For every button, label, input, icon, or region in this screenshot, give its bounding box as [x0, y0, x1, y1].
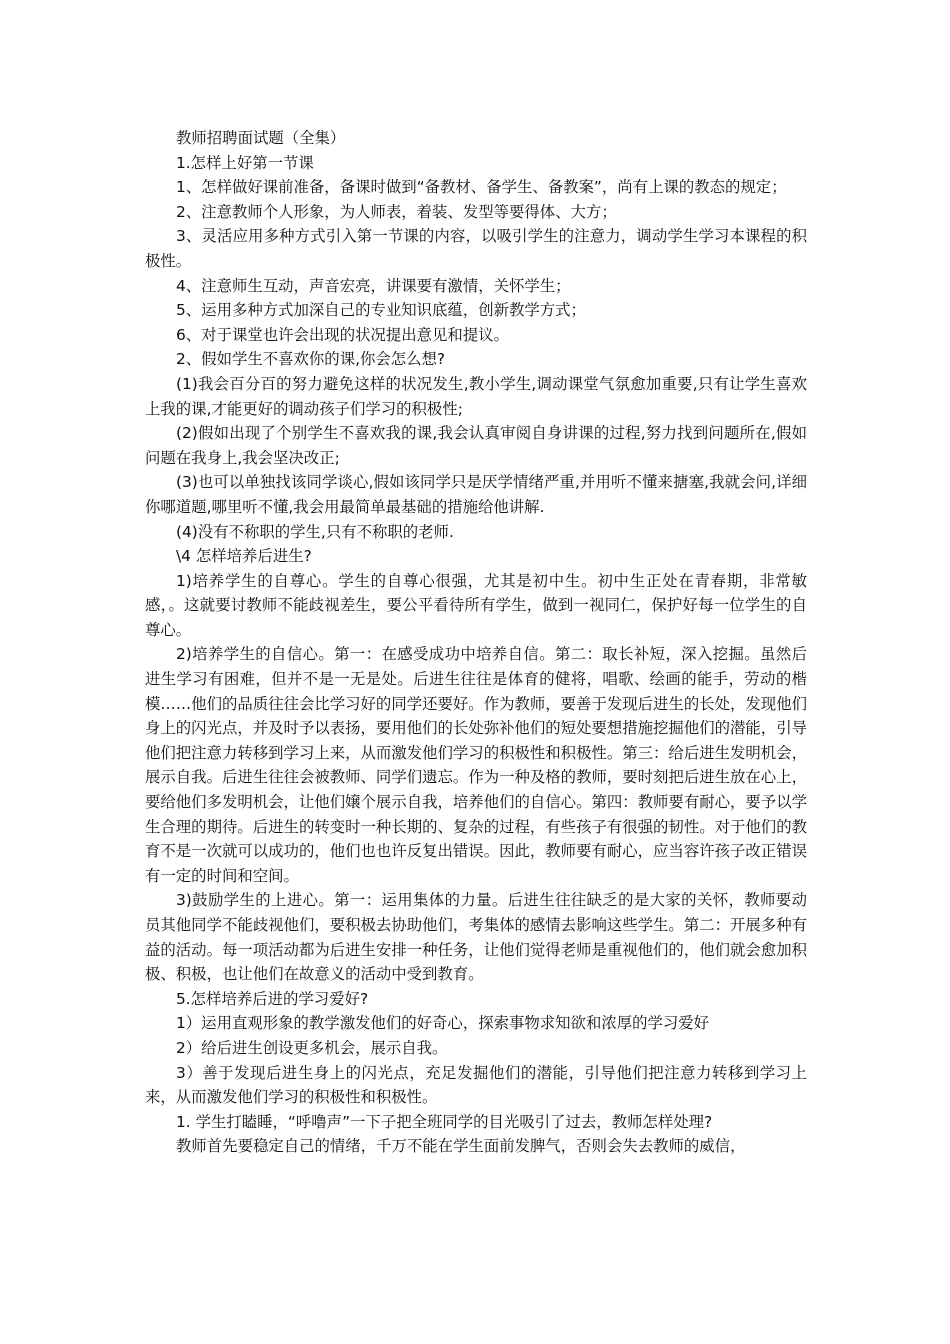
- answer-paragraph: 2)培养学生的自信心。第一：在感受成功中培养自信。第二：取长补短，深入挖掘。虽然后进生学习有困难，但并不是一无是处。后进生往往是体育的健将，唱歌、绘画的能手，劳动的楷模……他们的品质往往会比学习好的同学还要好。作为教师，要善于发现后进生的长处，发现他们身上的闪光点，并及时予以表扬，要用他们的长处弥补他们的短处要想措施挖掘他们的潜能，引导他们把注意力转移到学习上来，从而激发他们学习的积极性和积极性。第三：给后进生发明机会，展示自我。后进生往往会被教师、同学们遗忘。作为一种及格的教师，要时刻把后进生放在心上，要给他们多发明机会，让他们嬢个展示自我，培养他们的自信心。第四：教师要有耐心，要予以学生合理的期待。后进生的转变时一种长期的、复杂的过程，有些孩子有很强的韧性。对于他们的教育不是一次就可以成功的，他们也也许反复出错误。因此，教师要有耐心，应当容许孩子改正错误有一定的时间和空间。: [145, 645, 807, 885]
- question-heading: 2、假如学生不喜欢你的课,你会怎么想?: [176, 350, 446, 369]
- question-heading: \4 怎样培养后进生?: [176, 547, 312, 566]
- answer-paragraph: (4)没有不称职的学生,只有不称职的老师.: [176, 522, 454, 541]
- answer-paragraph: (1)我会百分百的努力避免这样的状况发生,教小学生,调动课堂气氛愈加重要,只有让学生喜欢上我的课,才能更好的调动孩子们学习的积极性;: [145, 374, 807, 418]
- document-title: 教师招聘面试题（全集）: [176, 129, 346, 147]
- answer-paragraph: 3)鼓励学生的上进心。第一：运用集体的力量。后进生往往缺乏的是大家的关怀，教师要动员其他同学不能歧视他们，要积极去协助他们，考集体的感情去影响这些学生。第二：开展多种有益的活动。每一项活动都为后进生安排一种任务，让他们觉得老师是重视他们的，他们就会愈加积极、积极，也让他们在故意义的活动中受到教育。: [145, 891, 807, 984]
- answer-paragraph: (3)也可以单独找该同学谈心,假如该同学只是厌学情绪严重,并用听不懂来搪塞,我就会问,详细你哪道题,哪里听不懂,我会用最简单最基础的措施给他讲解.: [145, 473, 807, 516]
- question-heading: 1.怎样上好第一节课: [176, 153, 314, 172]
- answer-paragraph: 3、灵活应用多种方式引入第一节课的内容，以吸引学生的注意力，调动学生学习本课程的积极性。: [145, 227, 807, 270]
- answer-paragraph: 6、对于课堂也许会出现的状况提出意见和提议。: [176, 325, 509, 344]
- answer-paragraph: 1)培养学生的自尊心。学生的自尊心很强，尤其是初中生。初中生正处在青春期，非常敏感，。这就要讨教师不能歧视差生，要公平看待所有学生，做到一视同仁，保护好每一位学生的自尊心。: [145, 571, 807, 639]
- answer-paragraph: 1）运用直观形象的教学激发他们的好奇心，探索事物求知欲和浓厚的学习爱好: [176, 1014, 710, 1033]
- answer-paragraph: 5、运用多种方式加深自己的专业知识底蕴，创新教学方式；: [176, 301, 586, 320]
- answer-paragraph: 1、怎样做好课前准备，备课时做到“备教材、备学生、备教案”，尚有上课的教态的规定；: [176, 178, 787, 197]
- answer-paragraph: 2）给后进生创设更多机会，展示自我。: [176, 1038, 448, 1057]
- answer-paragraph: (2)假如出现了个别学生不喜欢我的课,我会认真审阅自身讲课的过程,努力找到问题所在,假如问题在我身上,我会坚决改正;: [145, 424, 807, 467]
- question-heading: 1. 学生打瞌睡，“呼噜声”一下子把全班同学的目光吸引了过去，教师怎样处理?: [176, 1112, 713, 1131]
- answer-paragraph: 3）善于发现后进生身上的闪光点，充足发掘他们的潜能，引导他们把注意力转移到学习上来，从而激发他们学习的积极性和积极性。: [145, 1063, 807, 1107]
- answer-paragraph: 4、注意师生互动，声音宏亮，讲课要有激情，关怀学生；: [176, 276, 571, 295]
- answer-paragraph: 2、注意教师个人形象，为人师表，着装、发型等要得体、大方；: [176, 202, 617, 221]
- answer-paragraph: 教师首先要稳定自己的情绪，千万不能在学生面前发脾气，否则会失去教师的威信，: [176, 1137, 746, 1156]
- question-heading: 5.怎样培养后进的学习爱好?: [176, 989, 369, 1008]
- document-body: [145, 126, 807, 1159]
